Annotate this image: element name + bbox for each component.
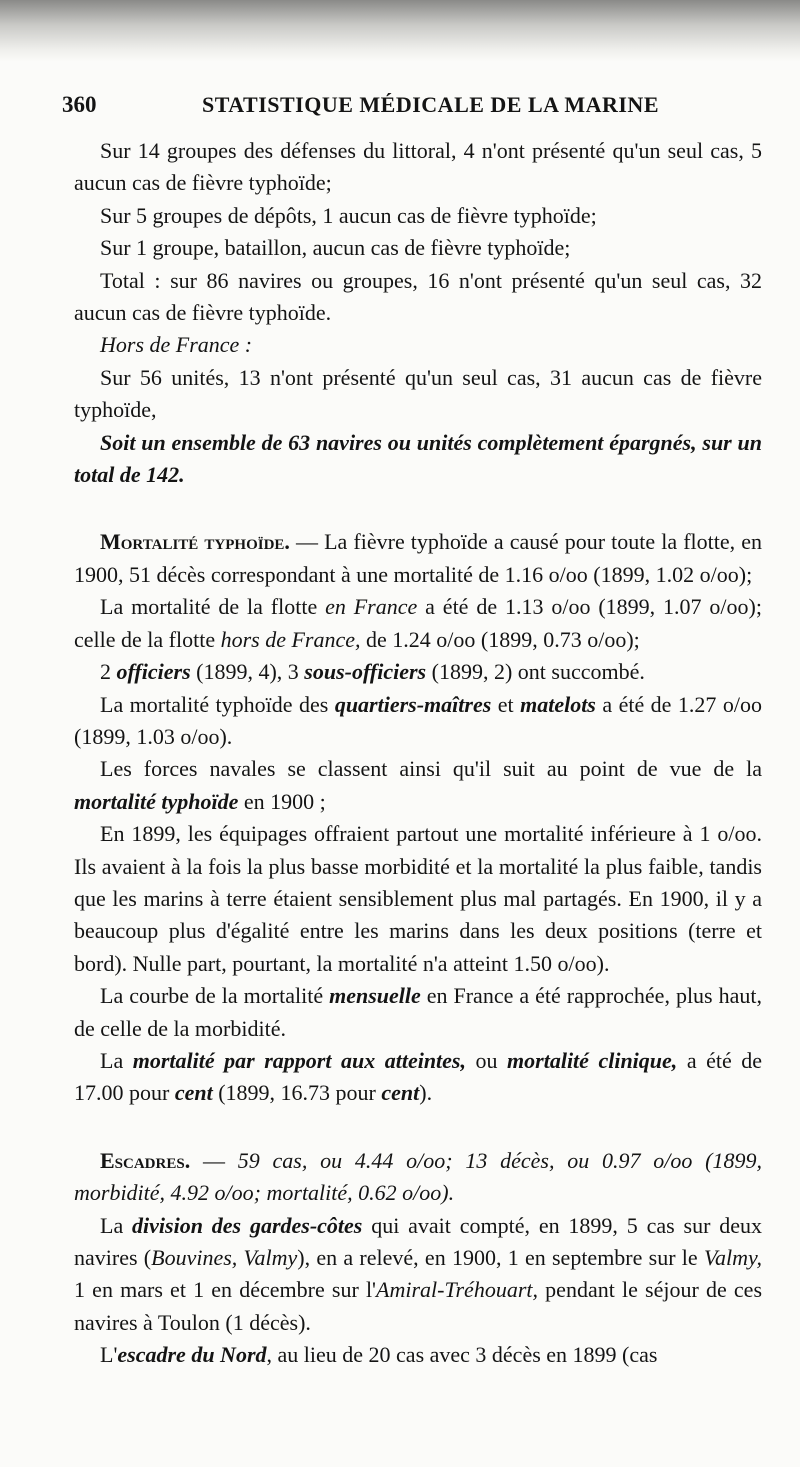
- text-segment: quartiers-maîtres: [334, 691, 492, 717]
- paragraph: [74, 656, 762, 688]
- text-segment: L': [100, 1342, 118, 1368]
- text-segment: La mortalité de la flotte: [100, 594, 326, 620]
- text-segment: Bouvines, Valmy: [151, 1245, 298, 1270]
- text-segment: ou: [466, 1047, 508, 1073]
- page-header: [62, 92, 762, 122]
- text-segment: ).: [419, 1080, 433, 1106]
- text-segment: mortalité typhoïde: [74, 788, 239, 814]
- text-segment: ), en a relevé, en 1900, 1 en septembre sur le: [297, 1245, 704, 1270]
- text-segment: Sur 1 groupe, bataillon, aucun cas de fièvre typhoïde;: [100, 235, 571, 261]
- text-segment: Soit un ensemble de 63 navires ou unités complètement épargnés, sur un total de 142.: [74, 429, 762, 488]
- paragraph: [74, 232, 762, 264]
- text-segment: Sur 5 groupes de dépôts, 1 aucun cas de fièvre typhoïde;: [100, 202, 597, 228]
- text-segment: a été de 17.00 pour: [74, 1047, 763, 1106]
- text-segment: en France: [325, 594, 418, 620]
- text-segment: Sur 14 groupes des défenses du littoral, 4 n'ont présenté qu'un seul cas, 5 aucun cas de fièvre typhoïde;: [74, 138, 762, 196]
- text-segment: cent: [174, 1080, 213, 1106]
- paragraph: [74, 1339, 762, 1371]
- paragraph: [74, 427, 762, 492]
- text-segment: La: [100, 1047, 133, 1073]
- text-segment: en France a été rapprochée, plus haut, de celle de la morbidité.: [74, 983, 762, 1041]
- text-segment: Hors de France :: [100, 332, 253, 358]
- text-segment: hors de France,: [220, 626, 361, 652]
- text-segment: 59 cas, ou 4.44 o/oo; 13 décès, ou 0.97 o/oo (1899, morbidité, 4.92 o/oo; mortalité, 0.62 o/oo).: [74, 1147, 763, 1206]
- paragraph: [74, 362, 762, 427]
- body-text: [74, 135, 762, 1372]
- text-segment: Amiral-Tréhouart,: [376, 1277, 538, 1303]
- text-segment: 2: [100, 659, 117, 685]
- text-segment: Mortalité typhoïde.: [100, 529, 290, 555]
- paragraph: [74, 1045, 762, 1110]
- text-segment: La: [100, 1212, 133, 1238]
- text-segment: Escadres.: [100, 1147, 191, 1173]
- paragraph: [74, 526, 762, 591]
- text-segment: 1 en mars et 1 en décembre sur l': [74, 1277, 377, 1303]
- text-segment: escadre du Nord: [117, 1342, 267, 1368]
- text-segment: pendant le séjour de ces navires à Toulon (1 décès).: [74, 1277, 763, 1335]
- text-segment: en 1900 ;: [238, 788, 326, 814]
- text-segment: et: [491, 691, 521, 717]
- text-segment: officiers: [116, 659, 191, 685]
- text-segment: qui avait compté, en 1899, 5 cas sur deux navires (: [74, 1212, 762, 1270]
- text-segment: La mortalité typhoïde des: [100, 691, 335, 717]
- paragraph: [74, 200, 762, 232]
- page-number: 360: [62, 92, 97, 117]
- text-segment: cent: [381, 1080, 420, 1106]
- text-segment: de 1.24 o/oo (1899, 0.73 o/oo);: [360, 626, 640, 652]
- paragraph: [74, 753, 762, 818]
- text-segment: La courbe de la mortalité: [100, 983, 330, 1009]
- text-segment: Valmy,: [703, 1245, 763, 1270]
- paragraph: [74, 689, 762, 754]
- paragraph: [74, 980, 762, 1045]
- text-segment: a été de 1.27 o/oo (1899, 1.03 o/oo).: [74, 691, 762, 749]
- text-segment: — La fièvre typhoïde a causé pour toute la flotte, en 1900, 51 décès correspondant à une mortalité de 1.16 o/oo (1899, 1.02 o/oo);: [74, 529, 762, 587]
- text-segment: , au lieu de 20 cas avec 3 décès en 1899 (cas: [266, 1342, 658, 1368]
- text-segment: (1899, 16.73 pour: [212, 1080, 382, 1106]
- text-segment: division des gardes-côtes: [132, 1212, 363, 1238]
- text-segment: mortalité clinique,: [507, 1047, 678, 1073]
- text-segment: En 1899, les équipages offraient partout une mortalité inférieure à 1 o/oo. Ils avaient à la fois la plus basse morbidité et la mortalité la plus faible, tandis que les marins à terre étaient sensiblement plus mal partagés. En 1900, il y a beaucoup plus d'égalité entre les marins dans les deux positions (terre et bord). Nulle part, pourtant, la mortalité n'a atteint 1.50 o/oo).: [74, 821, 762, 976]
- text-segment: Les forces navales se classent ainsi qu'il suit au point de vue de la: [100, 756, 762, 782]
- text-segment: mensuelle: [329, 983, 421, 1009]
- text-segment: (1899, 4), 3: [190, 659, 305, 685]
- paragraph: [74, 1145, 762, 1210]
- running-title: STATISTIQUE MÉDICALE DE LA MARINE: [202, 92, 659, 117]
- paragraph: [74, 591, 762, 656]
- paragraph: [74, 329, 762, 361]
- paragraph: [74, 135, 762, 200]
- text-segment: a été de 1.13 o/oo (1899, 1.07 o/oo); celle de la flotte: [74, 594, 762, 652]
- text-segment: matelots: [520, 691, 596, 717]
- text-segment: —: [190, 1147, 238, 1173]
- paragraph: [74, 265, 762, 330]
- scan-shadow: [0, 0, 800, 62]
- text-segment: (1899, 2) ont succombé.: [426, 659, 645, 685]
- text-segment: Total : sur 86 navires ou groupes, 16 n'ont présenté qu'un seul cas, 32 aucun cas de fièvre typhoïde.: [74, 267, 762, 326]
- text-segment: mortalité par rapport aux atteintes,: [132, 1047, 466, 1073]
- paragraph: [74, 818, 762, 980]
- text-segment: sous-officiers: [304, 659, 427, 685]
- paragraph: [74, 1210, 762, 1340]
- text-segment: Sur 56 unités, 13 n'ont présenté qu'un seul cas, 31 aucun cas de fièvre typhoïde,: [74, 364, 762, 423]
